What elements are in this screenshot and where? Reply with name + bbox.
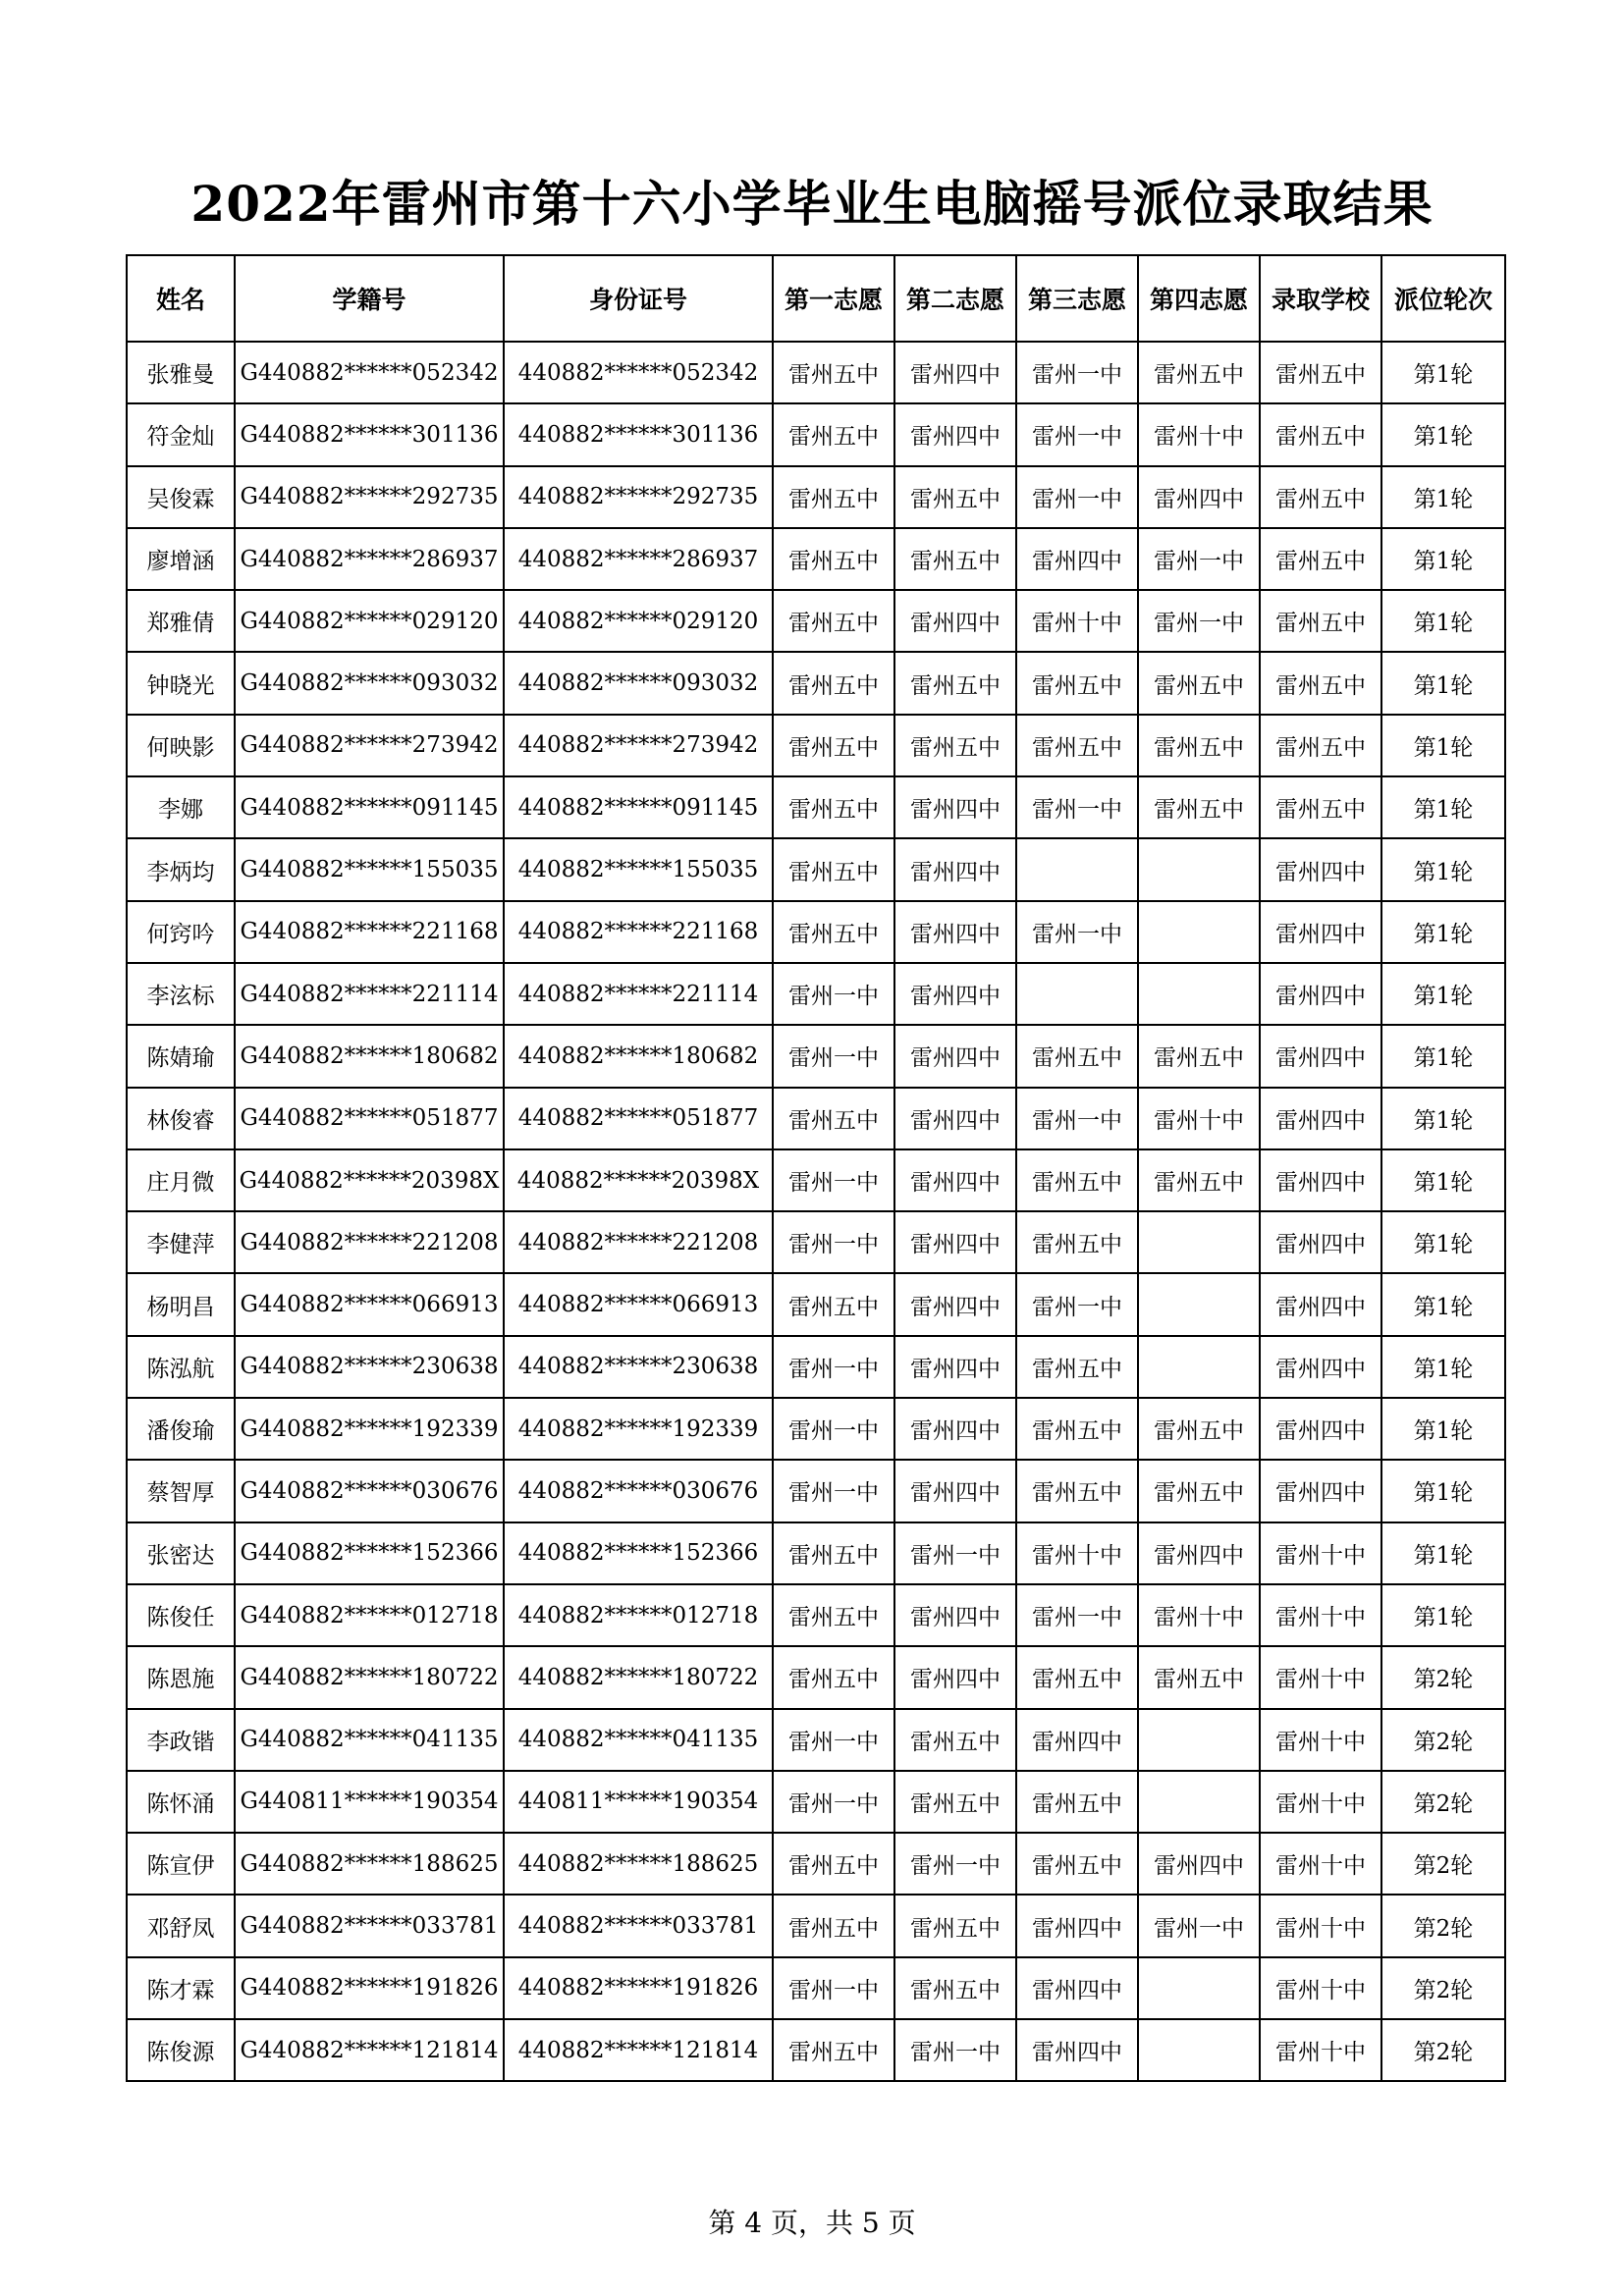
cell-round: 第1轮 bbox=[1381, 342, 1505, 403]
cell-choice-4 bbox=[1138, 1336, 1260, 1398]
cell-choice-1: 雷州一中 bbox=[773, 1957, 894, 2019]
cell-choice-4: 雷州五中 bbox=[1138, 1398, 1260, 1460]
cell-choice-4: 雷州四中 bbox=[1138, 466, 1260, 528]
cell-choice-3 bbox=[1016, 963, 1138, 1025]
cell-student-id: G440882******093032 bbox=[235, 652, 504, 714]
cell-id-card: 440811******190354 bbox=[504, 1771, 773, 1833]
table-row bbox=[127, 1398, 1505, 1460]
cell-admitted-school: 雷州十中 bbox=[1260, 1771, 1381, 1833]
cell-round: 第1轮 bbox=[1381, 1088, 1505, 1149]
cell-name: 李政锴 bbox=[127, 1709, 235, 1771]
table-row bbox=[127, 1709, 1505, 1771]
cell-admitted-school: 雷州四中 bbox=[1260, 1273, 1381, 1335]
table-row bbox=[127, 1522, 1505, 1584]
cell-choice-1: 雷州一中 bbox=[773, 1771, 894, 1833]
cell-choice-2: 雷州一中 bbox=[894, 1522, 1016, 1584]
cell-student-id: G440882******188625 bbox=[235, 1833, 504, 1895]
cell-choice-4 bbox=[1138, 1771, 1260, 1833]
cell-id-card: 440882******180682 bbox=[504, 1025, 773, 1087]
cell-name: 林俊睿 bbox=[127, 1088, 235, 1149]
table-row bbox=[127, 1771, 1505, 1833]
cell-choice-2: 雷州五中 bbox=[894, 1709, 1016, 1771]
page-title: 2022年雷州市第十六小学毕业生电脑摇号派位录取结果 bbox=[190, 175, 1434, 233]
table-row bbox=[127, 342, 1505, 403]
cell-choice-2: 雷州四中 bbox=[894, 342, 1016, 403]
cell-choice-1: 雷州五中 bbox=[773, 590, 894, 652]
table-row bbox=[127, 1088, 1505, 1149]
table-row bbox=[127, 1149, 1505, 1211]
cell-name: 陈才霖 bbox=[127, 1957, 235, 2019]
cell-student-id: G440882******221168 bbox=[235, 901, 504, 963]
cell-round: 第2轮 bbox=[1381, 2019, 1505, 2081]
cell-choice-4: 雷州五中 bbox=[1138, 1025, 1260, 1087]
cell-admitted-school: 雷州四中 bbox=[1260, 1211, 1381, 1273]
cell-choice-1: 雷州五中 bbox=[773, 403, 894, 465]
cell-choice-1: 雷州五中 bbox=[773, 2019, 894, 2081]
cell-admitted-school: 雷州十中 bbox=[1260, 1646, 1381, 1708]
cell-id-card: 440882******030676 bbox=[504, 1460, 773, 1522]
cell-choice-2: 雷州四中 bbox=[894, 1646, 1016, 1708]
cell-admitted-school: 雷州五中 bbox=[1260, 528, 1381, 590]
cell-id-card: 440882******221208 bbox=[504, 1211, 773, 1273]
cell-choice-3: 雷州四中 bbox=[1016, 2019, 1138, 2081]
cell-choice-1: 雷州五中 bbox=[773, 1584, 894, 1646]
cell-student-id: G440882******273942 bbox=[235, 715, 504, 776]
cell-choice-4 bbox=[1138, 901, 1260, 963]
cell-student-id: G440882******066913 bbox=[235, 1273, 504, 1335]
cell-admitted-school: 雷州五中 bbox=[1260, 652, 1381, 714]
cell-choice-1: 雷州一中 bbox=[773, 1709, 894, 1771]
cell-round: 第1轮 bbox=[1381, 1522, 1505, 1584]
cell-choice-2: 雷州四中 bbox=[894, 776, 1016, 838]
cell-choice-3: 雷州四中 bbox=[1016, 528, 1138, 590]
cell-round: 第1轮 bbox=[1381, 528, 1505, 590]
cell-name: 李健萍 bbox=[127, 1211, 235, 1273]
cell-admitted-school: 雷州十中 bbox=[1260, 1957, 1381, 2019]
header-choice-3: 第三志愿 bbox=[1016, 255, 1138, 342]
cell-choice-1: 雷州一中 bbox=[773, 1149, 894, 1211]
cell-name: 陈俊任 bbox=[127, 1584, 235, 1646]
cell-choice-2: 雷州四中 bbox=[894, 1149, 1016, 1211]
cell-student-id: G440882******301136 bbox=[235, 403, 504, 465]
cell-choice-1: 雷州五中 bbox=[773, 1088, 894, 1149]
cell-name: 何映影 bbox=[127, 715, 235, 776]
cell-round: 第1轮 bbox=[1381, 1336, 1505, 1398]
cell-admitted-school: 雷州四中 bbox=[1260, 1088, 1381, 1149]
cell-student-id: G440882******192339 bbox=[235, 1398, 504, 1460]
cell-name: 张密达 bbox=[127, 1522, 235, 1584]
header-student-id: 学籍号 bbox=[235, 255, 504, 342]
cell-round: 第1轮 bbox=[1381, 901, 1505, 963]
cell-choice-4 bbox=[1138, 1957, 1260, 2019]
cell-choice-3: 雷州一中 bbox=[1016, 1273, 1138, 1335]
table-row bbox=[127, 838, 1505, 900]
cell-student-id: G440882******033781 bbox=[235, 1895, 504, 1956]
cell-round: 第1轮 bbox=[1381, 466, 1505, 528]
table-row bbox=[127, 403, 1505, 465]
cell-choice-3: 雷州五中 bbox=[1016, 1025, 1138, 1087]
cell-round: 第1轮 bbox=[1381, 652, 1505, 714]
cell-student-id: G440882******286937 bbox=[235, 528, 504, 590]
cell-round: 第1轮 bbox=[1381, 1273, 1505, 1335]
cell-choice-1: 雷州五中 bbox=[773, 528, 894, 590]
cell-choice-2: 雷州一中 bbox=[894, 1833, 1016, 1895]
cell-choice-1: 雷州五中 bbox=[773, 715, 894, 776]
cell-choice-1: 雷州一中 bbox=[773, 1398, 894, 1460]
cell-id-card: 440882******121814 bbox=[504, 2019, 773, 2081]
header-name: 姓名 bbox=[127, 255, 235, 342]
cell-choice-2: 雷州四中 bbox=[894, 1025, 1016, 1087]
cell-student-id: G440882******029120 bbox=[235, 590, 504, 652]
table-row bbox=[127, 466, 1505, 528]
results-table bbox=[126, 254, 1506, 2082]
cell-choice-2: 雷州五中 bbox=[894, 1895, 1016, 1956]
cell-id-card: 440882******191826 bbox=[504, 1957, 773, 2019]
cell-choice-2: 雷州四中 bbox=[894, 838, 1016, 900]
cell-id-card: 440882******029120 bbox=[504, 590, 773, 652]
cell-id-card: 440882******180722 bbox=[504, 1646, 773, 1708]
cell-choice-4: 雷州十中 bbox=[1138, 403, 1260, 465]
cell-choice-3: 雷州十中 bbox=[1016, 1522, 1138, 1584]
table-row bbox=[127, 776, 1505, 838]
cell-round: 第1轮 bbox=[1381, 715, 1505, 776]
cell-choice-4: 雷州五中 bbox=[1138, 1646, 1260, 1708]
cell-choice-3: 雷州四中 bbox=[1016, 1957, 1138, 2019]
cell-choice-2: 雷州五中 bbox=[894, 466, 1016, 528]
cell-student-id: G440811******190354 bbox=[235, 1771, 504, 1833]
cell-choice-1: 雷州五中 bbox=[773, 838, 894, 900]
page-footer: 第 4 页，共 5 页 bbox=[708, 2207, 916, 2239]
cell-choice-2: 雷州四中 bbox=[894, 1584, 1016, 1646]
cell-round: 第2轮 bbox=[1381, 1957, 1505, 2019]
table-row bbox=[127, 1895, 1505, 1956]
cell-student-id: G440882******051877 bbox=[235, 1088, 504, 1149]
cell-student-id: G440882******121814 bbox=[235, 2019, 504, 2081]
cell-student-id: G440882******152366 bbox=[235, 1522, 504, 1584]
cell-admitted-school: 雷州十中 bbox=[1260, 1522, 1381, 1584]
cell-admitted-school: 雷州四中 bbox=[1260, 1025, 1381, 1087]
cell-admitted-school: 雷州五中 bbox=[1260, 776, 1381, 838]
cell-choice-2: 雷州五中 bbox=[894, 715, 1016, 776]
cell-choice-3: 雷州五中 bbox=[1016, 1646, 1138, 1708]
cell-choice-1: 雷州五中 bbox=[773, 901, 894, 963]
cell-student-id: G440882******191826 bbox=[235, 1957, 504, 2019]
cell-student-id: G440882******041135 bbox=[235, 1709, 504, 1771]
cell-choice-2: 雷州四中 bbox=[894, 1398, 1016, 1460]
cell-choice-4: 雷州五中 bbox=[1138, 1149, 1260, 1211]
table-row bbox=[127, 1833, 1505, 1895]
header-round: 派位轮次 bbox=[1381, 255, 1505, 342]
table-row bbox=[127, 1646, 1505, 1708]
table-row bbox=[127, 715, 1505, 776]
cell-id-card: 440882******221168 bbox=[504, 901, 773, 963]
cell-admitted-school: 雷州十中 bbox=[1260, 1709, 1381, 1771]
cell-choice-1: 雷州一中 bbox=[773, 1336, 894, 1398]
cell-choice-2: 雷州四中 bbox=[894, 403, 1016, 465]
cell-admitted-school: 雷州四中 bbox=[1260, 963, 1381, 1025]
table-row bbox=[127, 1460, 1505, 1522]
cell-admitted-school: 雷州五中 bbox=[1260, 590, 1381, 652]
cell-choice-2: 雷州五中 bbox=[894, 1957, 1016, 2019]
cell-student-id: G440882******221114 bbox=[235, 963, 504, 1025]
cell-round: 第2轮 bbox=[1381, 1709, 1505, 1771]
cell-choice-3: 雷州五中 bbox=[1016, 1460, 1138, 1522]
cell-name: 吴俊霖 bbox=[127, 466, 235, 528]
cell-admitted-school: 雷州四中 bbox=[1260, 1398, 1381, 1460]
cell-id-card: 440882******093032 bbox=[504, 652, 773, 714]
cell-admitted-school: 雷州五中 bbox=[1260, 715, 1381, 776]
cell-name: 李泫标 bbox=[127, 963, 235, 1025]
cell-choice-3: 雷州四中 bbox=[1016, 1709, 1138, 1771]
cell-name: 李娜 bbox=[127, 776, 235, 838]
cell-name: 杨明昌 bbox=[127, 1273, 235, 1335]
cell-choice-4 bbox=[1138, 2019, 1260, 2081]
cell-choice-1: 雷州五中 bbox=[773, 1895, 894, 1956]
cell-choice-3: 雷州一中 bbox=[1016, 403, 1138, 465]
cell-choice-3: 雷州五中 bbox=[1016, 1336, 1138, 1398]
cell-choice-3: 雷州一中 bbox=[1016, 1088, 1138, 1149]
cell-id-card: 440882******301136 bbox=[504, 403, 773, 465]
table-row bbox=[127, 1025, 1505, 1087]
cell-choice-3: 雷州一中 bbox=[1016, 342, 1138, 403]
cell-choice-3: 雷州五中 bbox=[1016, 715, 1138, 776]
table-row bbox=[127, 528, 1505, 590]
cell-choice-1: 雷州五中 bbox=[773, 652, 894, 714]
cell-name: 陈怀涌 bbox=[127, 1771, 235, 1833]
cell-choice-1: 雷州五中 bbox=[773, 1522, 894, 1584]
cell-admitted-school: 雷州五中 bbox=[1260, 403, 1381, 465]
cell-choice-3: 雷州五中 bbox=[1016, 1211, 1138, 1273]
cell-student-id: G440882******030676 bbox=[235, 1460, 504, 1522]
table-row bbox=[127, 652, 1505, 714]
cell-student-id: G440882******180722 bbox=[235, 1646, 504, 1708]
cell-admitted-school: 雷州十中 bbox=[1260, 1584, 1381, 1646]
cell-choice-2: 雷州四中 bbox=[894, 901, 1016, 963]
table-row bbox=[127, 1957, 1505, 2019]
cell-choice-3: 雷州五中 bbox=[1016, 1771, 1138, 1833]
cell-id-card: 440882******051877 bbox=[504, 1088, 773, 1149]
cell-student-id: G440882******155035 bbox=[235, 838, 504, 900]
cell-admitted-school: 雷州四中 bbox=[1260, 838, 1381, 900]
cell-name: 蔡智厚 bbox=[127, 1460, 235, 1522]
cell-choice-4: 雷州五中 bbox=[1138, 342, 1260, 403]
cell-choice-4: 雷州一中 bbox=[1138, 1895, 1260, 1956]
cell-round: 第2轮 bbox=[1381, 1646, 1505, 1708]
cell-choice-4 bbox=[1138, 1273, 1260, 1335]
cell-choice-4: 雷州四中 bbox=[1138, 1833, 1260, 1895]
cell-choice-1: 雷州五中 bbox=[773, 466, 894, 528]
cell-student-id: G440882******230638 bbox=[235, 1336, 504, 1398]
cell-id-card: 440882******286937 bbox=[504, 528, 773, 590]
table-row bbox=[127, 963, 1505, 1025]
cell-student-id: G440882******180682 bbox=[235, 1025, 504, 1087]
table-row bbox=[127, 2019, 1505, 2081]
cell-choice-3: 雷州五中 bbox=[1016, 1149, 1138, 1211]
cell-id-card: 440882******230638 bbox=[504, 1336, 773, 1398]
cell-choice-4 bbox=[1138, 1709, 1260, 1771]
cell-name: 李炳均 bbox=[127, 838, 235, 900]
header-choice-1: 第一志愿 bbox=[773, 255, 894, 342]
cell-id-card: 440882******155035 bbox=[504, 838, 773, 900]
cell-round: 第1轮 bbox=[1381, 1149, 1505, 1211]
cell-round: 第1轮 bbox=[1381, 1398, 1505, 1460]
cell-choice-3: 雷州一中 bbox=[1016, 1584, 1138, 1646]
cell-choice-1: 雷州五中 bbox=[773, 776, 894, 838]
table-row bbox=[127, 1273, 1505, 1335]
cell-round: 第2轮 bbox=[1381, 1895, 1505, 1956]
cell-id-card: 440882******012718 bbox=[504, 1584, 773, 1646]
table-row bbox=[127, 590, 1505, 652]
cell-choice-3: 雷州五中 bbox=[1016, 652, 1138, 714]
cell-round: 第1轮 bbox=[1381, 776, 1505, 838]
cell-round: 第1轮 bbox=[1381, 963, 1505, 1025]
cell-choice-2: 雷州四中 bbox=[894, 1088, 1016, 1149]
cell-round: 第1轮 bbox=[1381, 590, 1505, 652]
cell-admitted-school: 雷州四中 bbox=[1260, 1460, 1381, 1522]
cell-student-id: G440882******012718 bbox=[235, 1584, 504, 1646]
cell-id-card: 440882******052342 bbox=[504, 342, 773, 403]
cell-round: 第1轮 bbox=[1381, 1211, 1505, 1273]
cell-student-id: G440882******221208 bbox=[235, 1211, 504, 1273]
cell-choice-4: 雷州一中 bbox=[1138, 528, 1260, 590]
cell-name: 陈泓航 bbox=[127, 1336, 235, 1398]
cell-round: 第1轮 bbox=[1381, 838, 1505, 900]
cell-choice-4: 雷州一中 bbox=[1138, 590, 1260, 652]
cell-name: 潘俊瑜 bbox=[127, 1398, 235, 1460]
cell-student-id: G440882******20398X bbox=[235, 1149, 504, 1211]
cell-choice-4: 雷州十中 bbox=[1138, 1584, 1260, 1646]
cell-name: 陈恩施 bbox=[127, 1646, 235, 1708]
cell-admitted-school: 雷州十中 bbox=[1260, 1895, 1381, 1956]
cell-id-card: 440882******033781 bbox=[504, 1895, 773, 1956]
header-choice-4: 第四志愿 bbox=[1138, 255, 1260, 342]
cell-id-card: 440882******152366 bbox=[504, 1522, 773, 1584]
cell-student-id: G440882******292735 bbox=[235, 466, 504, 528]
cell-student-id: G440882******052342 bbox=[235, 342, 504, 403]
cell-choice-2: 雷州四中 bbox=[894, 1273, 1016, 1335]
cell-choice-1: 雷州五中 bbox=[773, 1646, 894, 1708]
table-row bbox=[127, 1336, 1505, 1398]
cell-choice-2: 雷州五中 bbox=[894, 528, 1016, 590]
cell-admitted-school: 雷州四中 bbox=[1260, 1336, 1381, 1398]
cell-choice-2: 雷州四中 bbox=[894, 1211, 1016, 1273]
cell-admitted-school: 雷州四中 bbox=[1260, 901, 1381, 963]
cell-name: 陈俊源 bbox=[127, 2019, 235, 2081]
cell-choice-4: 雷州十中 bbox=[1138, 1088, 1260, 1149]
cell-choice-3: 雷州一中 bbox=[1016, 466, 1138, 528]
cell-name: 庄月微 bbox=[127, 1149, 235, 1211]
cell-round: 第2轮 bbox=[1381, 1771, 1505, 1833]
cell-choice-1: 雷州一中 bbox=[773, 1211, 894, 1273]
cell-choice-1: 雷州一中 bbox=[773, 963, 894, 1025]
cell-choice-3: 雷州一中 bbox=[1016, 901, 1138, 963]
cell-name: 邓舒凤 bbox=[127, 1895, 235, 1956]
table-row bbox=[127, 1211, 1505, 1273]
cell-id-card: 440882******292735 bbox=[504, 466, 773, 528]
cell-id-card: 440882******273942 bbox=[504, 715, 773, 776]
cell-choice-4 bbox=[1138, 963, 1260, 1025]
cell-choice-1: 雷州一中 bbox=[773, 1025, 894, 1087]
cell-choice-2: 雷州四中 bbox=[894, 590, 1016, 652]
cell-choice-4: 雷州四中 bbox=[1138, 1522, 1260, 1584]
cell-name: 钟晓光 bbox=[127, 652, 235, 714]
cell-choice-1: 雷州五中 bbox=[773, 1273, 894, 1335]
cell-choice-4: 雷州五中 bbox=[1138, 652, 1260, 714]
cell-choice-3: 雷州一中 bbox=[1016, 776, 1138, 838]
cell-round: 第1轮 bbox=[1381, 1460, 1505, 1522]
table-row bbox=[127, 1584, 1505, 1646]
cell-choice-1: 雷州五中 bbox=[773, 342, 894, 403]
cell-admitted-school: 雷州五中 bbox=[1260, 342, 1381, 403]
cell-name: 何窍吟 bbox=[127, 901, 235, 963]
cell-name: 张雅曼 bbox=[127, 342, 235, 403]
cell-admitted-school: 雷州十中 bbox=[1260, 2019, 1381, 2081]
cell-admitted-school: 雷州十中 bbox=[1260, 1833, 1381, 1895]
cell-choice-2: 雷州五中 bbox=[894, 652, 1016, 714]
cell-id-card: 440882******041135 bbox=[504, 1709, 773, 1771]
cell-round: 第2轮 bbox=[1381, 1833, 1505, 1895]
cell-choice-2: 雷州一中 bbox=[894, 2019, 1016, 2081]
table-header-row bbox=[127, 255, 1505, 342]
cell-id-card: 440882******192339 bbox=[504, 1398, 773, 1460]
cell-choice-4 bbox=[1138, 1211, 1260, 1273]
cell-choice-4: 雷州五中 bbox=[1138, 715, 1260, 776]
cell-id-card: 440882******066913 bbox=[504, 1273, 773, 1335]
cell-name: 廖增涵 bbox=[127, 528, 235, 590]
cell-choice-1: 雷州一中 bbox=[773, 1460, 894, 1522]
cell-choice-4: 雷州五中 bbox=[1138, 1460, 1260, 1522]
table-row bbox=[127, 901, 1505, 963]
header-id-card: 身份证号 bbox=[504, 255, 773, 342]
cell-id-card: 440882******20398X bbox=[504, 1149, 773, 1211]
cell-choice-2: 雷州四中 bbox=[894, 1460, 1016, 1522]
cell-id-card: 440882******188625 bbox=[504, 1833, 773, 1895]
cell-choice-3 bbox=[1016, 838, 1138, 900]
cell-choice-1: 雷州五中 bbox=[773, 1833, 894, 1895]
cell-admitted-school: 雷州五中 bbox=[1260, 466, 1381, 528]
cell-name: 郑雅倩 bbox=[127, 590, 235, 652]
cell-id-card: 440882******091145 bbox=[504, 776, 773, 838]
cell-choice-3: 雷州五中 bbox=[1016, 1833, 1138, 1895]
cell-round: 第1轮 bbox=[1381, 403, 1505, 465]
cell-choice-3: 雷州十中 bbox=[1016, 590, 1138, 652]
cell-choice-2: 雷州四中 bbox=[894, 1336, 1016, 1398]
cell-choice-4 bbox=[1138, 838, 1260, 900]
header-admitted-school: 录取学校 bbox=[1260, 255, 1381, 342]
cell-choice-3: 雷州四中 bbox=[1016, 1895, 1138, 1956]
cell-round: 第1轮 bbox=[1381, 1584, 1505, 1646]
cell-student-id: G440882******091145 bbox=[235, 776, 504, 838]
header-choice-2: 第二志愿 bbox=[894, 255, 1016, 342]
cell-choice-4: 雷州五中 bbox=[1138, 776, 1260, 838]
cell-round: 第1轮 bbox=[1381, 1025, 1505, 1087]
cell-admitted-school: 雷州四中 bbox=[1260, 1149, 1381, 1211]
cell-choice-2: 雷州五中 bbox=[894, 1771, 1016, 1833]
cell-id-card: 440882******221114 bbox=[504, 963, 773, 1025]
table-body bbox=[127, 342, 1505, 2081]
cell-name: 陈婧瑜 bbox=[127, 1025, 235, 1087]
cell-choice-2: 雷州四中 bbox=[894, 963, 1016, 1025]
cell-name: 符金灿 bbox=[127, 403, 235, 465]
cell-name: 陈宣伊 bbox=[127, 1833, 235, 1895]
cell-choice-3: 雷州五中 bbox=[1016, 1398, 1138, 1460]
